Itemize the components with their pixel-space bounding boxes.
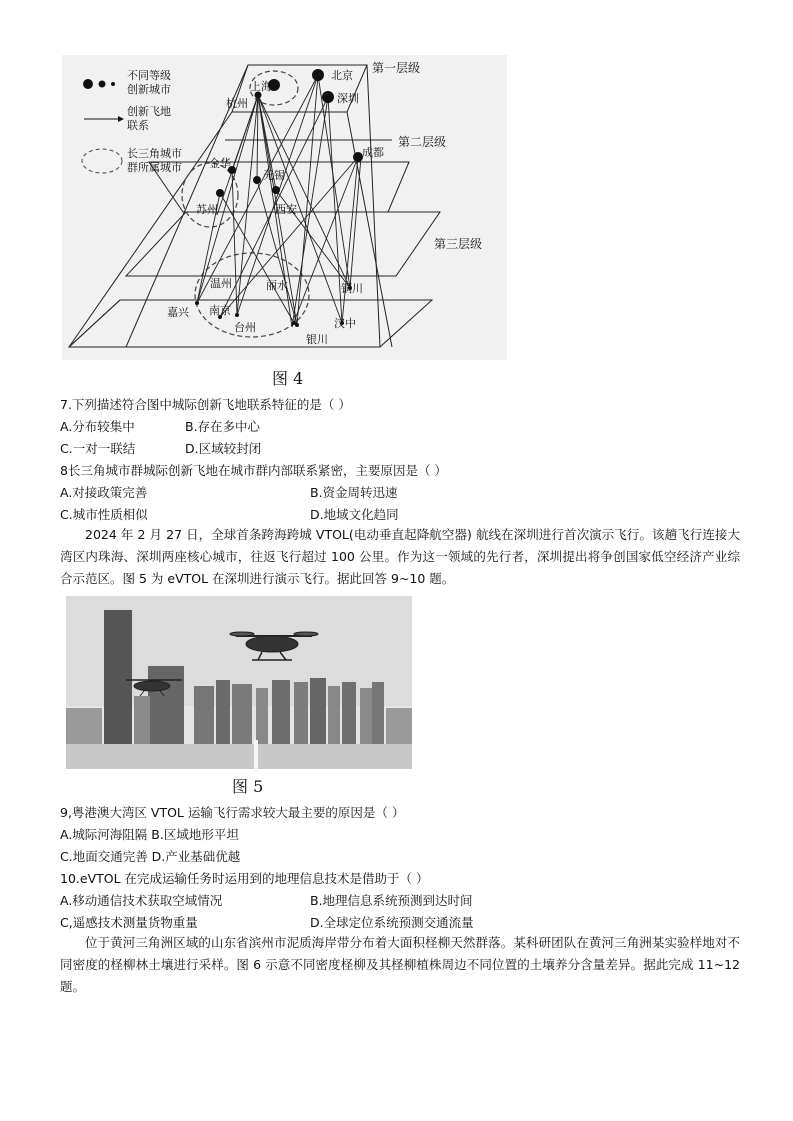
label-nanjing: 南京 xyxy=(209,304,231,317)
level-label-3: 第三层级 xyxy=(434,237,483,251)
q10-option-a: A.移动通信技术获取空域情况 xyxy=(60,893,223,908)
q7-option-b: B.存在多中心 xyxy=(185,419,261,434)
node-suzhou xyxy=(216,189,224,197)
label-jiaxing: 嘉兴 xyxy=(167,306,189,319)
figure-4-caption: 图 4 xyxy=(272,369,304,388)
figure-4-pyramid-diagram xyxy=(62,55,507,360)
label-shanghai: 上海 xyxy=(250,80,272,93)
passage-11-12: 位于黄河三角洲区域的山东省滨州市泥质海岸带分布着大面积柽柳天然群落。某科研团队在黄河三角洲某实验样地对不同密度的柽柳林土壤进行采样。图 6 示意不同密度柽柳及其柽柳植株周边不同位置的土壤养分含量差异。据此完成 11~12 题。 xyxy=(60,935,740,994)
legend-cities-line1: 不同等级 xyxy=(127,69,171,82)
label-shenzhen: 深圳 xyxy=(337,92,359,105)
figure-5-caption: 图 5 xyxy=(232,777,264,796)
q7-option-d: D.区域较封闭 xyxy=(185,441,262,456)
node-jiaxing xyxy=(195,301,199,305)
node-beijing xyxy=(312,69,324,81)
node-hanzhong xyxy=(295,323,299,327)
q8-option-a: A.对接政策完善 xyxy=(60,485,148,500)
q8-option-b: B.资金周转迅速 xyxy=(310,485,398,500)
passage-9-10: 2024 年 2 月 27 日，全球首条跨海跨城 VTOL(电动垂直起降航空器) 航线在深圳进行首次演示飞行。该趟飞行连接大湾区内珠海、深圳两座核心城市，往返飞行超过 100 公里。作为这一领域的先行者，深圳提出将争创国家低空经济产业综合示范区。图 5 为 eVTOL 在深圳进行演示飞行。据此回答 9~10 题。 xyxy=(60,527,740,586)
label-tongchuan: 铜川 xyxy=(341,282,363,295)
q9-stem: 9,粤港澳大湾区 VTOL 运输飞行需求较大最主要的原因是（ ） xyxy=(60,805,405,820)
label-jinhua: 金华 xyxy=(209,157,231,170)
q10-option-c: C,遥感技术测量货物重量 xyxy=(60,915,198,930)
q9-options-ab: A.城际河海阻隔 B.区域地形平坦 xyxy=(60,827,239,842)
legend-yrd-line2: 群所属城市 xyxy=(127,161,182,174)
legend-cities-line2: 创新城市 xyxy=(127,83,171,96)
q7-stem: 7.下列描述符合图中城际创新飞地联系特征的是（ ） xyxy=(60,397,351,412)
q10-option-d: D.全球定位系统预测交通流量 xyxy=(310,915,474,930)
node-shenzhen xyxy=(322,91,334,103)
q7-option-c: C.一对一联结 xyxy=(60,441,136,456)
label-hangzhou: 杭州 xyxy=(226,97,248,110)
figure-5-evtol-photo xyxy=(66,596,412,769)
label-suzhou: 苏州 xyxy=(196,203,218,216)
q8-option-d: D.地域文化趋同 xyxy=(310,507,399,522)
label-beijing: 北京 xyxy=(331,69,353,82)
q8-option-c: C.城市性质相似 xyxy=(60,507,148,522)
q8-stem: 8长三角城市群城际创新飞地在城市群内部联系紧密，主要原因是（ ） xyxy=(60,463,447,478)
node-xian xyxy=(272,186,280,194)
q7-option-a: A.分布较集中 xyxy=(60,419,135,434)
q9-options-cd: C.地面交通完善 D.产业基础优越 xyxy=(60,849,241,864)
legend-yrd-line1: 长三角城市 xyxy=(127,147,182,160)
water xyxy=(66,744,412,769)
q10-stem: 10.eVTOL 在完成运输任务时运用到的地理信息技术是借助于（ ） xyxy=(60,871,429,886)
label-yinchuan: 银川 xyxy=(306,333,328,346)
label-taizhou: 台州 xyxy=(234,321,256,334)
legend-link-line1: 创新飞地 xyxy=(127,105,171,118)
label-chengdu: 成都 xyxy=(362,146,384,159)
q10-option-b: B.地理信息系统预测到达时间 xyxy=(310,893,473,908)
node-taizhou xyxy=(235,313,239,317)
node-wuxi xyxy=(253,176,261,184)
legend-link-line2: 联系 xyxy=(127,119,149,132)
label-wuxi: 无锡 xyxy=(263,169,285,182)
label-xian: 西安 xyxy=(275,203,297,216)
level-label-1: 第一层级 xyxy=(372,61,421,75)
level-label-2: 第二层级 xyxy=(398,135,447,149)
label-lishui: 丽水 xyxy=(266,279,288,292)
label-hanzhong: 汉中 xyxy=(334,317,356,330)
label-wenzhou: 温州 xyxy=(210,277,232,290)
